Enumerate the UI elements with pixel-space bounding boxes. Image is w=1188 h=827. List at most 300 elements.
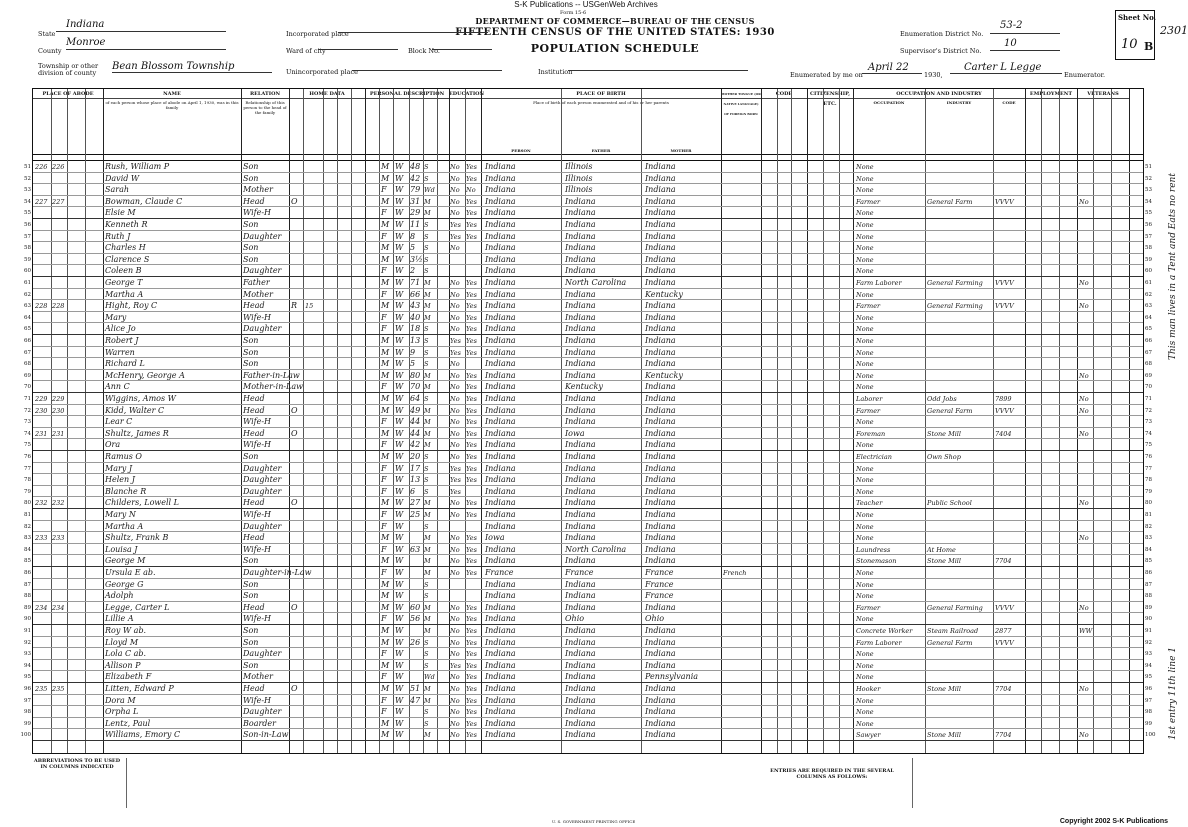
marital-cell: M xyxy=(424,209,431,218)
father-birthplace-cell: France xyxy=(565,568,594,577)
table-row xyxy=(24,463,1152,475)
school-cell xyxy=(450,521,465,533)
line-number-left: 56 xyxy=(24,222,31,228)
sex-cell: F xyxy=(381,208,387,218)
father-birthplace-cell: Indiana xyxy=(565,637,596,647)
school-cell: No xyxy=(450,279,460,287)
race-cell: W xyxy=(395,602,404,612)
sex-cell: F xyxy=(381,463,387,473)
dwelling-number-cell xyxy=(35,474,51,486)
person-birthplace-cell: Indiana xyxy=(485,463,516,473)
age-cell: 42 xyxy=(410,173,421,183)
industry-code-cell xyxy=(995,358,1025,370)
name-cell: Clarence S xyxy=(105,254,150,264)
occupation-cell: Foreman xyxy=(856,429,886,438)
mother-tongue-cell xyxy=(723,474,761,486)
industry-code-cell xyxy=(995,544,1025,556)
person-birthplace-cell: Indiana xyxy=(485,162,516,171)
race-cell: W xyxy=(395,718,404,728)
name-cell: Elizabeth F xyxy=(105,672,152,682)
block-label: Block No. xyxy=(408,47,440,55)
line-number-left: 71 xyxy=(24,396,31,402)
age-cell: 13 xyxy=(410,475,421,485)
occupation-cell: None xyxy=(856,650,874,659)
industry-cell xyxy=(927,590,993,602)
mother-birthplace-cell: Indiana xyxy=(645,196,676,206)
home-tenure-cell xyxy=(291,706,303,718)
person-birthplace-cell: Indiana xyxy=(485,382,516,392)
industry-code-cell xyxy=(995,184,1025,196)
occupation-cell: None xyxy=(856,174,874,183)
mother-tongue-cell xyxy=(723,683,761,695)
table-row xyxy=(24,161,1152,173)
read-write-cell xyxy=(466,521,481,533)
name-cell: Roy W ab. xyxy=(105,626,147,635)
mother-tongue-cell xyxy=(723,231,761,243)
relation-cell: Daughter xyxy=(243,707,282,717)
race-cell: W xyxy=(395,370,404,380)
industry-code-cell xyxy=(995,242,1025,254)
industry-cell: General Farm xyxy=(927,197,973,206)
family-number-cell xyxy=(52,242,67,254)
home-value-cell xyxy=(305,683,323,695)
mother-birthplace-cell: Indiana xyxy=(645,452,676,461)
table-row xyxy=(24,706,1152,718)
industry-cell xyxy=(927,381,993,393)
name-cell: George T xyxy=(105,278,143,287)
head-mother: MOTHER xyxy=(670,148,692,153)
age-cell: 51 xyxy=(410,684,421,693)
table-row xyxy=(24,637,1152,649)
relation-cell: Son xyxy=(243,359,259,369)
read-write-cell: Yes xyxy=(466,325,477,334)
father-birthplace-cell: Indiana xyxy=(565,208,596,218)
industry-code-cell xyxy=(995,289,1025,301)
family-number-cell xyxy=(52,637,67,649)
margin-note-bottom: 1st entry 11th line 1 xyxy=(1168,646,1178,740)
read-write-cell: Yes xyxy=(466,685,477,693)
father-birthplace-cell: Indiana xyxy=(565,707,596,717)
age-cell xyxy=(410,718,423,730)
head-occupation: OCCUPATION xyxy=(873,100,905,105)
veteran-cell xyxy=(1079,706,1093,718)
relation-cell: Son xyxy=(243,452,259,461)
table-row xyxy=(24,393,1152,405)
mother-tongue-cell xyxy=(723,463,761,475)
veteran-cell xyxy=(1079,219,1093,231)
veteran-cell xyxy=(1079,567,1093,579)
line-number-right: 67 xyxy=(1145,349,1152,356)
line-number-right: 100 xyxy=(1145,732,1156,739)
dwelling-number-cell xyxy=(35,219,51,231)
family-number-cell xyxy=(52,579,67,591)
person-birthplace-cell: Iowa xyxy=(485,533,505,543)
age-cell: 47 xyxy=(410,695,421,705)
veteran-cell: No xyxy=(1079,371,1089,380)
industry-cell xyxy=(927,706,993,718)
read-write-cell: Yes xyxy=(466,383,477,392)
margin-note-top: This man lives in a Tent and Eats no rent xyxy=(1168,173,1178,360)
table-row xyxy=(24,532,1152,544)
dwelling-number-cell xyxy=(35,323,51,335)
marital-cell: M xyxy=(424,557,431,566)
home-tenure-cell xyxy=(291,254,303,266)
line-number-left: 67 xyxy=(24,349,31,356)
school-cell: No xyxy=(450,545,460,554)
race-cell: W xyxy=(395,579,404,589)
race-cell: W xyxy=(395,707,404,717)
mother-tongue-cell xyxy=(723,532,761,544)
mother-birthplace-cell: Indiana xyxy=(645,475,676,485)
father-birthplace-cell: Indiana xyxy=(565,289,596,299)
marital-cell: M xyxy=(424,499,431,508)
marital-cell: M xyxy=(424,603,431,612)
family-number-cell xyxy=(52,207,67,219)
person-birthplace-cell: Indiana xyxy=(485,707,516,717)
race-cell: W xyxy=(395,185,404,195)
age-cell: 44 xyxy=(410,428,421,438)
marital-cell: S xyxy=(424,174,429,183)
sex-cell: M xyxy=(381,301,390,311)
mother-tongue-cell xyxy=(723,544,761,556)
occupation-cell: Stonemason xyxy=(856,557,897,566)
mother-tongue-cell xyxy=(723,706,761,718)
relation-cell: Son xyxy=(243,347,259,357)
age-cell: 5 xyxy=(410,243,416,253)
race-cell: W xyxy=(395,243,404,253)
relation-cell: Daughter xyxy=(243,521,282,531)
home-value-cell xyxy=(305,590,323,602)
relation-cell: Daughter xyxy=(243,231,282,241)
sex-cell: M xyxy=(381,718,390,728)
table-row xyxy=(24,509,1152,521)
group-name: NAME xyxy=(103,89,241,99)
home-value-cell xyxy=(305,497,323,509)
block-line xyxy=(432,40,492,50)
family-number-cell: 226 xyxy=(52,163,65,171)
table-row xyxy=(24,555,1152,567)
age-cell xyxy=(410,706,423,718)
age-cell: 8 xyxy=(410,231,416,241)
dwelling-number-cell xyxy=(35,613,51,625)
name-cell: Shultz, Frank B xyxy=(105,533,169,543)
dwelling-number-cell: 229 xyxy=(35,395,48,403)
line-number-right: 65 xyxy=(1145,326,1152,333)
industry-code-cell xyxy=(995,451,1025,463)
marital-cell: S xyxy=(424,453,429,461)
line-number-right: 82 xyxy=(1145,523,1152,530)
mother-birthplace-cell: Indiana xyxy=(645,359,676,369)
school-cell: No xyxy=(450,708,460,717)
line-number-right: 75 xyxy=(1145,442,1152,449)
line-number-left: 80 xyxy=(24,500,31,507)
line-number-left: 59 xyxy=(24,256,31,263)
race-cell: W xyxy=(395,394,404,403)
mother-tongue-cell xyxy=(723,358,761,370)
read-write-cell: Yes xyxy=(466,429,477,438)
father-birthplace-cell: Indiana xyxy=(565,626,596,635)
sex-cell: M xyxy=(381,405,390,415)
veteran-cell xyxy=(1079,671,1093,683)
department-title: DEPARTMENT OF COMMERCE—BUREAU OF THE CENSUS xyxy=(475,16,755,26)
industry-cell xyxy=(927,289,993,301)
industry-cell xyxy=(927,312,993,324)
marital-cell: M xyxy=(424,615,431,624)
relation-cell: Daughter xyxy=(243,649,282,659)
industry-code-cell xyxy=(995,706,1025,718)
industry-cell xyxy=(927,613,993,625)
veteran-cell xyxy=(1079,335,1093,347)
occupation-cell: None xyxy=(856,511,874,519)
line-number-right: 73 xyxy=(1145,419,1152,426)
age-cell: 6 xyxy=(410,486,416,496)
name-cell: Lillie A xyxy=(105,614,134,624)
relation-cell: Wife-H xyxy=(243,510,272,519)
relation-cell: Head xyxy=(243,602,265,612)
home-tenure-cell xyxy=(291,439,303,451)
father-birthplace-cell: Indiana xyxy=(565,463,596,473)
age-cell: 64 xyxy=(410,394,421,403)
name-cell: Elsie M xyxy=(105,208,136,218)
father-birthplace-cell: Indiana xyxy=(565,556,596,566)
line-number-right: 79 xyxy=(1145,488,1152,495)
table-row xyxy=(24,405,1152,417)
veteran-cell xyxy=(1079,451,1093,463)
dwelling-number-cell xyxy=(35,416,51,428)
relation-cell: Son xyxy=(243,626,259,635)
table-row xyxy=(24,416,1152,428)
marital-cell: M xyxy=(424,696,431,705)
age-cell: 29 xyxy=(410,208,421,218)
table-row xyxy=(24,207,1152,219)
veteran-cell xyxy=(1079,231,1093,243)
table-row xyxy=(24,231,1152,243)
home-value-cell xyxy=(305,173,323,185)
veteran-cell: No xyxy=(1079,395,1089,403)
industry-cell: At Home xyxy=(927,545,956,554)
family-number-cell xyxy=(52,695,67,707)
township-value: Bean Blossom Township xyxy=(112,61,235,72)
mother-birthplace-cell: Indiana xyxy=(645,382,676,392)
relation-cell: Head xyxy=(243,498,265,508)
veteran-cell: No xyxy=(1079,406,1089,415)
person-birthplace-cell: Indiana xyxy=(485,440,516,450)
veteran-cell xyxy=(1079,289,1093,301)
family-number-cell xyxy=(52,254,67,266)
read-write-cell: Yes xyxy=(466,221,477,229)
race-cell: W xyxy=(395,463,404,473)
family-number-cell xyxy=(52,521,67,533)
line-number-right: 94 xyxy=(1145,662,1152,669)
veteran-cell xyxy=(1079,660,1093,672)
home-value-cell xyxy=(305,381,323,393)
line-number-left: 58 xyxy=(24,245,31,252)
sex-cell: F xyxy=(381,417,387,427)
relation-cell: Head xyxy=(243,533,265,543)
line-number-right: 63 xyxy=(1145,303,1152,310)
name-cell: Charles H xyxy=(105,243,146,253)
mother-birthplace-cell: Indiana xyxy=(645,405,676,415)
relation-cell: Son xyxy=(243,591,259,601)
mother-birthplace-cell: France xyxy=(645,579,674,589)
relation-cell: Mother xyxy=(243,289,273,299)
line-number-left: 72 xyxy=(24,407,31,414)
line-number-left: 90 xyxy=(24,616,31,623)
line-number-left: 79 xyxy=(24,488,31,495)
dwelling-number-cell xyxy=(35,358,51,370)
occupation-cell: Laborer xyxy=(856,395,883,403)
industry-code-cell xyxy=(995,254,1025,266)
group-home-data: HOME DATA xyxy=(289,89,365,99)
age-cell: 17 xyxy=(410,463,421,473)
relation-cell: Head xyxy=(243,428,265,438)
enum-district-value: 53-2 xyxy=(1000,20,1023,31)
school-cell: No xyxy=(450,615,460,624)
sex-cell: M xyxy=(381,626,390,635)
industry-code-cell xyxy=(995,497,1025,509)
sex-cell: F xyxy=(381,486,387,496)
veteran-cell xyxy=(1079,358,1093,370)
industry-code-cell xyxy=(995,347,1025,359)
relation-cell: Son xyxy=(243,336,259,345)
home-value-cell xyxy=(305,625,323,637)
person-birthplace-cell: Indiana xyxy=(485,544,516,554)
industry-code-cell xyxy=(995,416,1025,428)
table-row xyxy=(24,335,1152,347)
dwelling-number-cell xyxy=(35,509,51,521)
race-cell: W xyxy=(395,231,404,241)
mother-birthplace-cell: Indiana xyxy=(645,544,676,554)
line-number-right: 96 xyxy=(1145,686,1152,692)
name-cell: McHenry, George A xyxy=(105,370,185,380)
home-tenure-cell xyxy=(291,289,303,301)
veteran-cell xyxy=(1079,265,1093,277)
industry-cell xyxy=(927,695,993,707)
name-cell: Mary N xyxy=(105,510,136,519)
family-number-cell xyxy=(52,347,67,359)
group-place-of-birth: PLACE OF BIRTH xyxy=(481,89,721,99)
home-tenure-cell xyxy=(291,521,303,533)
dwelling-number-cell xyxy=(35,637,51,649)
read-write-cell: Yes xyxy=(466,557,477,566)
marital-cell: S xyxy=(424,580,429,589)
home-value-cell xyxy=(305,671,323,683)
age-cell: 60 xyxy=(410,602,421,612)
group-mother-tongue: MOTHER TONGUE (OR NATIVE LANGUAGE) OF FOREIGN BORN xyxy=(721,89,761,99)
read-write-cell: Yes xyxy=(466,302,477,311)
veteran-cell: No xyxy=(1079,534,1089,543)
school-cell: No xyxy=(450,186,460,195)
school-cell: No xyxy=(450,673,460,682)
home-tenure-cell xyxy=(291,381,303,393)
industry-cell xyxy=(927,521,993,533)
industry-code-cell: VVVV xyxy=(995,406,1014,415)
footer-entries-block xyxy=(912,758,1142,808)
head-industry: INDUSTRY xyxy=(946,100,972,105)
dwelling-number-cell: 232 xyxy=(35,499,48,508)
mother-birthplace-cell: Indiana xyxy=(645,336,676,345)
relation-cell: Son xyxy=(243,162,259,171)
mother-birthplace-cell: Kentucky xyxy=(645,370,683,380)
home-tenure-cell xyxy=(291,625,303,637)
mother-birthplace-cell: Indiana xyxy=(645,208,676,218)
age-cell: 20 xyxy=(410,452,421,461)
age-cell: 18 xyxy=(410,324,421,334)
name-cell: Litten, Edward P xyxy=(105,684,174,693)
top-banner: S-K Publications -- USGenWeb Archives xyxy=(514,0,658,9)
state-value: Indiana xyxy=(66,19,105,30)
home-tenure-cell xyxy=(291,416,303,428)
relation-cell: Wife-H xyxy=(243,440,272,450)
name-cell: Allison P xyxy=(105,660,141,670)
table-row xyxy=(24,625,1152,637)
occupation-cell: None xyxy=(856,360,874,369)
family-number-cell: 230 xyxy=(52,406,65,415)
age-cell xyxy=(410,729,423,741)
line-number-left: 93 xyxy=(24,651,31,658)
mother-tongue-cell xyxy=(723,555,761,567)
name-cell: Sarah xyxy=(105,185,129,195)
column-header-band xyxy=(33,89,1143,155)
sex-cell: F xyxy=(381,695,387,705)
veteran-cell xyxy=(1079,439,1093,451)
race-cell: W xyxy=(395,556,404,566)
name-cell: Mary J xyxy=(105,463,133,473)
home-value-cell xyxy=(305,358,323,370)
sex-cell: M xyxy=(381,254,390,264)
industry-code-cell xyxy=(995,474,1025,486)
line-number-right: 62 xyxy=(1145,291,1152,298)
line-number-right: 66 xyxy=(1145,338,1152,344)
race-cell: W xyxy=(395,486,404,496)
line-number-right: 61 xyxy=(1145,280,1152,286)
father-birthplace-cell: Indiana xyxy=(565,602,596,612)
race-cell: W xyxy=(395,684,404,693)
state-label: State xyxy=(38,30,56,38)
read-write-cell: Yes xyxy=(466,638,477,647)
family-number-cell xyxy=(52,474,67,486)
father-birthplace-cell: Indiana xyxy=(565,452,596,461)
marital-cell: M xyxy=(424,685,431,693)
mother-birthplace-cell: Indiana xyxy=(645,220,676,229)
mother-birthplace-cell: Indiana xyxy=(645,707,676,717)
race-cell: W xyxy=(395,568,404,577)
occupation-cell: None xyxy=(856,615,874,624)
school-cell: Yes xyxy=(450,232,461,241)
name-cell: Ora xyxy=(105,440,121,450)
line-number-right: 97 xyxy=(1145,697,1152,704)
township-label: Township or other division of county xyxy=(38,62,99,77)
mother-birthplace-cell: Indiana xyxy=(645,498,676,508)
industry-cell xyxy=(927,567,993,579)
marital-cell: S xyxy=(424,163,429,171)
sex-cell: M xyxy=(381,243,390,253)
person-birthplace-cell: Indiana xyxy=(485,684,516,693)
home-value-cell xyxy=(305,347,323,359)
occupation-cell: None xyxy=(856,337,874,345)
home-value-cell xyxy=(305,555,323,567)
father-birthplace-cell: Indiana xyxy=(565,394,596,403)
read-write-cell: Yes xyxy=(466,696,477,705)
father-birthplace-cell: Indiana xyxy=(565,579,596,589)
dwelling-number-cell xyxy=(35,555,51,567)
person-birthplace-cell: Indiana xyxy=(485,196,516,206)
head-relation: Relationship of this person to the head of the family xyxy=(243,100,287,115)
mother-birthplace-cell: Indiana xyxy=(645,347,676,357)
dwelling-number-cell xyxy=(35,706,51,718)
line-number-left: 87 xyxy=(24,581,31,588)
sex-cell: M xyxy=(381,591,390,601)
